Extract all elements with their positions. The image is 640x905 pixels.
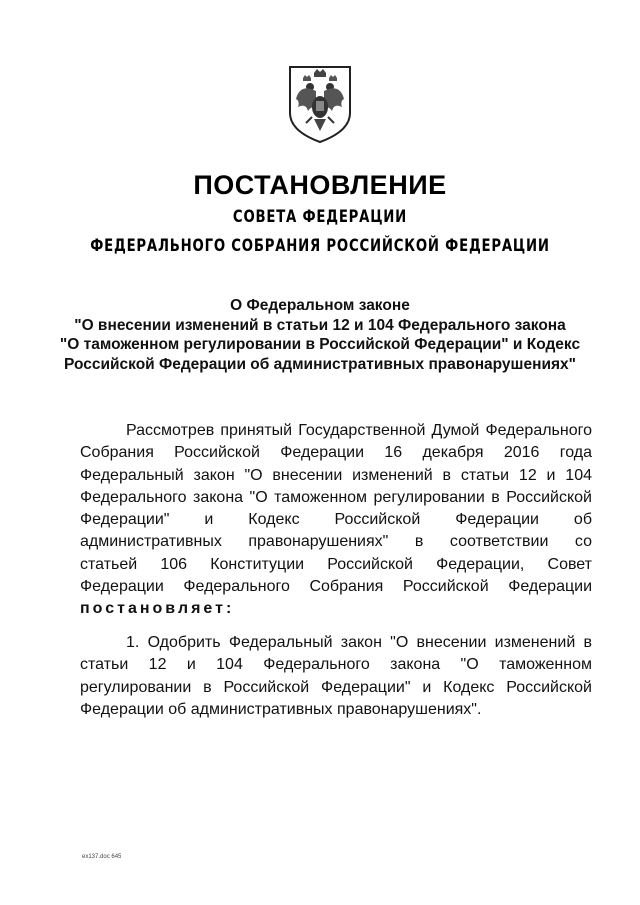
file-reference: ex137.doc 645 (82, 854, 122, 860)
paragraph-line: Федерации Федерального Собрания Российской Федерации (80, 578, 592, 596)
subject-line: Российской Федерации об административных правонарушениях" (64, 355, 576, 373)
paragraph-line: Собрания Российской Федерации 16 декабря 2016 года (80, 444, 592, 462)
paragraph-line: Федерации" и Кодекс Российской Федерации об (80, 511, 592, 529)
paragraph-line: Федерального закона "О таможенном регулировании в Российской (80, 488, 592, 506)
issuer-line-1: СОВЕТА ФЕДЕРАЦИИ (232, 207, 408, 227)
subject-line: О Федеральном законе (230, 297, 410, 314)
document-title: ПОСТАНОВЛЕНИЕ (193, 170, 447, 200)
preamble-paragraph (80, 420, 592, 621)
resolution-item-1 (80, 632, 592, 721)
paragraph-line: 1. Одобрить Федеральный закон "О внесении изменений в (126, 634, 592, 651)
resolves-keyword: постановляет: (80, 600, 235, 618)
subject-line: "О внесении изменений в статьи 12 и 104 Федерального закона (74, 316, 566, 334)
paragraph-line: Федеральный закон "О внесении изменений в статьи 12 и 104 (80, 466, 592, 484)
paragraph-line: Федерации об административных правонарушениях". (80, 700, 482, 718)
coat-of-arms-emblem-icon (286, 63, 354, 145)
paragraph-line: статьи 12 и 104 Федерального закона "О таможенном (80, 656, 592, 674)
issuer-line-2: ФЕДЕРАЛЬНОГО СОБРАНИЯ РОССИЙСКОЙ ФЕДЕРАЦИИ (90, 236, 550, 256)
paragraph-line: статьей 106 Конституции Российской Федерации, Совет (80, 555, 592, 573)
document-subject (40, 296, 600, 374)
paragraph-line: административных правонарушениях" в соответствии со (80, 533, 592, 551)
subject-line: "О таможенном регулировании в Российской Федерации" и Кодекс (59, 336, 581, 353)
paragraph-line: Рассмотрев принятый Государственной Думой Федерального (126, 422, 592, 439)
paragraph-line: регулировании в Российской Федерации" и Кодекс Российской (80, 678, 592, 696)
